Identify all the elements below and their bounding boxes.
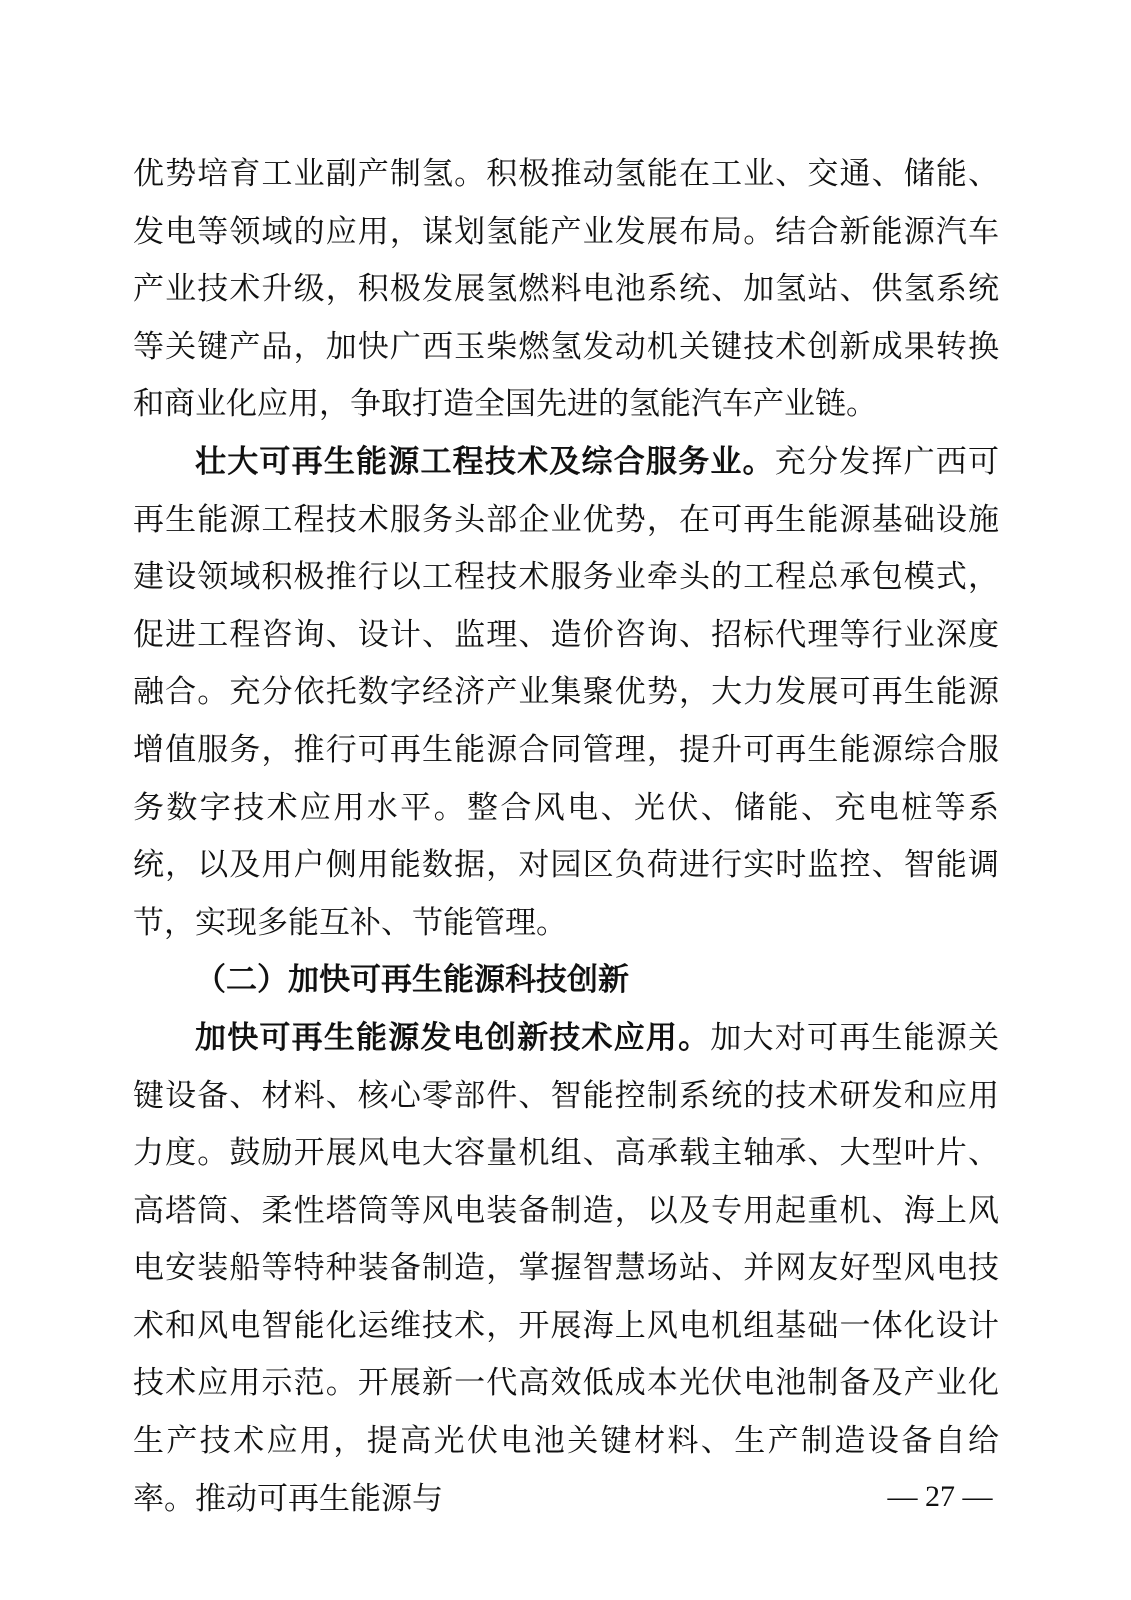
paragraph-text: 充分发挥广西可再生能源工程技术服务头部企业优势，在可再生能源基础设施建设领域积极推行以工程技术服务业牵头的工程总承包模式，促进工程咨询、设计、监理、造价咨询、招标代理等行业深度融合。充分依托数字经济产业集聚优势，大力发展可再生能源增值服务，推行可再生能源合同管理，提升可再生能源综合服务数字技术应用水平。整合风电、光伏、储能、充电桩等系统，以及用户侧用能数据，对园区负荷进行实时监控、智能调节，实现多能互补、节能管理。 [133, 443, 999, 940]
paragraph-hydrogen-industry [133, 145, 999, 433]
page-number: — 27 — [887, 1480, 993, 1513]
paragraph-bold-lead: 加快可再生能源发电创新技术应用。 [195, 1019, 711, 1055]
paragraph-text: 加大对可再生能源关键设备、材料、核心零部件、智能控制系统的技术研发和应用力度。鼓励开展风电大容量机组、高承载主轴承、大型叶片、高塔筒、柔性塔筒等风电装备制造，以及专用起重机、海上风电安装船等特种装备制造，掌握智慧场站、并网友好型风电技术和风电智能化运维技术，开展海上风电机组基础一体化设计技术应用示范。开展新一代高效低成本光伏电池制备及产业化生产技术应用，提高光伏电池关键材料、生产制造设备自给率。推动可再生能源与 [133, 1019, 1000, 1516]
section-heading-text: （二）加快可再生能源科技创新 [195, 962, 629, 998]
paragraph-bold-lead: 壮大可再生能源工程技术及综合服务业。 [195, 443, 775, 479]
paragraph-service-industry [133, 433, 999, 951]
paragraph-tech-innovation [133, 1009, 999, 1527]
document-body [133, 145, 999, 1527]
paragraph-text: 优势培育工业副产制氢。积极推动氢能在工业、交通、储能、发电等领域的应用，谋划氢能产业发展布局。结合新能源汽车产业技术升级，积极发展氢燃料电池系统、加氢站、供氢系统等关键产品，加快广西玉柴燃氢发动机关键技术创新成果转换和商业化应用，争取打造全国先进的氢能汽车产业链。 [133, 156, 999, 422]
section-heading [133, 951, 999, 1009]
